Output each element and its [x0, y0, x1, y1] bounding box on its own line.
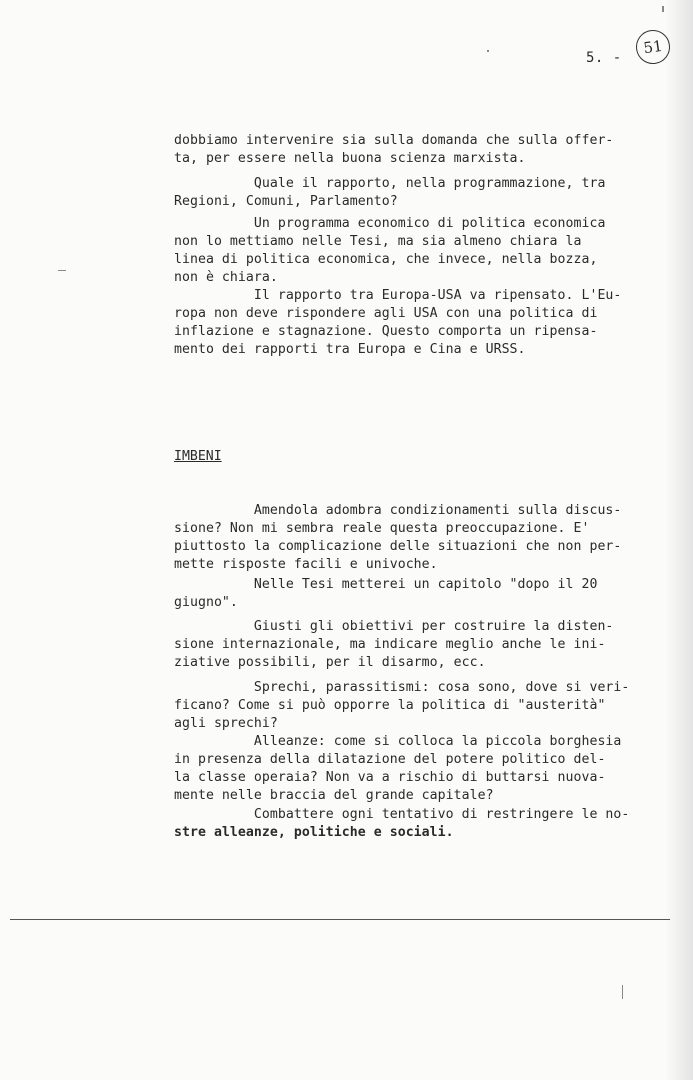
paragraph-1: dobbiamo intervenire sia sulla domanda che sulla offer- ta, per essere nella buona scienza marxista. — [174, 133, 614, 166]
horizontal-rule — [10, 919, 670, 920]
paragraph-2: Quale il rapporto, nella programmazione, tra Regioni, Comuni, Parlamento? — [174, 176, 606, 209]
scan-speck — [58, 270, 66, 271]
paragraph-8: Sprechi, parassitismi: cosa sono, dove si veri- ficano? Come si può opporre la politica di "austerità" agli sprechi? — [174, 680, 630, 731]
paragraph-9: Alleanze: come si colloca la piccola borghesia in presenza della dilatazione del potere politico del- la classe operaia? Non va a rischio di buttarsi nuova- mente nelle braccia del grande capitale? — [174, 734, 622, 803]
paragraph-5: Amendola adombra condizionamenti sulla discus- sione? Non mi sembra reale questa preoccupazione. E' piuttosto la complicazione delle situazioni che non per- mette risposte facili e univoche. — [174, 503, 622, 572]
scan-speck — [487, 50, 489, 52]
scan-speck — [662, 6, 664, 12]
scan-edge-shadow — [665, 0, 693, 1080]
paragraph-6: Nelle Tesi metterei un capitolo "dopo il 20 giugno". — [174, 577, 598, 610]
paragraph-3: Un programma economico di politica economica non lo mettiamo nelle Tesi, ma sia almeno chiara la linea di politica economica, che invece, nella bozza, non è chiara. — [174, 216, 606, 285]
paragraph-10-line-2: stre alleanze, politiche e sociali. — [174, 825, 454, 840]
paragraph-4: Il rapporto tra Europa-USA va ripensato. L'Eu- ropa non deve rispondere agli USA con una politica di inflazione e stagnazione. Questo comporta un ripensa- mento dei rapporti tra Europa e Cina e URSS. — [174, 288, 622, 357]
scan-speck — [622, 985, 623, 999]
speaker-name: IMBENI — [174, 449, 222, 464]
archive-stamp: 51 — [634, 28, 672, 66]
paragraph-7: Giusti gli obiettivi per costruire la disten- sione internazionale, ma indicare meglio anche le ini- ziative possibili, per il disarmo, ecc. — [174, 619, 614, 670]
page-number: 5. - — [586, 50, 622, 66]
paragraph-10-line-1: Combattere ogni tentativo di restringere le no- — [174, 807, 630, 822]
